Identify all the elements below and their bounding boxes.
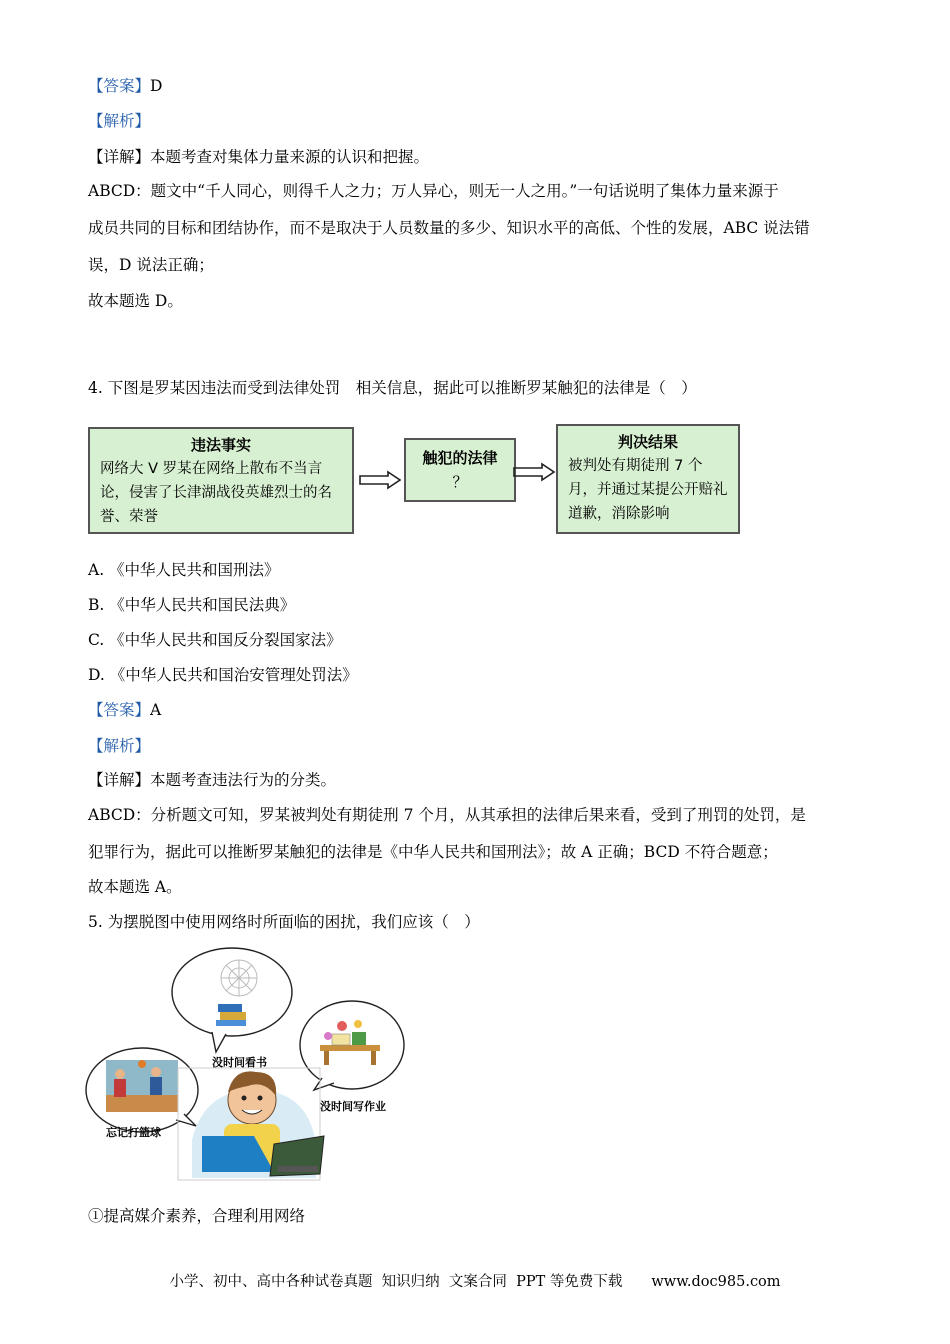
box1-title: 违法事实 xyxy=(190,436,251,454)
caption-no-time-homework: 没时间写作业 xyxy=(320,1100,386,1113)
q5-stem: 5. 为摆脱图中使用网络时所面临的困扰，我们应该（ ） xyxy=(88,913,480,931)
q4-option-c: C. 《中华人民共和国反分裂国家法》 xyxy=(88,631,342,649)
q4-para2: 犯罪行为，据此可以推断罗某触犯的法律是《中华人民共和国刑法》；故 A 正确；BCD 不符合题意； xyxy=(88,843,778,861)
q4-option-b: B. 《中华人民共和国民法典》 xyxy=(88,596,296,614)
q3-para2: 成员共同的目标和团结协作，而不是取决于人员数量的多少、知识水平的高低、个性的发展，ABC 说法错 xyxy=(88,219,810,237)
q4-stem: 4. 下图是罗某因违法而受到法律处罚 相关信息，据此可以推断罗某触犯的法律是（ ） xyxy=(88,379,697,397)
spider-web-icon xyxy=(221,960,257,996)
q3-detail-tag: 【详解】 xyxy=(88,148,151,166)
box3-body: 被判处有期徒刑 7 个月，并通过某提公开赔礼道歉，消除影响 xyxy=(568,458,728,522)
q5-illustration xyxy=(84,940,414,1185)
caption-no-time-to-read: 没时间看书 xyxy=(212,1056,267,1069)
q4-answer: A xyxy=(150,701,162,719)
q4-option-a: A. 《中华人民共和国刑法》 xyxy=(88,561,280,579)
q4-conclusion: 故本题选 A。 xyxy=(88,878,182,896)
q4-detail-intro: 本题考查违法行为的分类。 xyxy=(150,771,337,789)
q3-answer-tag: 【答案】 xyxy=(88,77,151,95)
books-icon xyxy=(216,1004,246,1026)
q4-detail-line xyxy=(88,770,336,790)
q3-answer: D xyxy=(150,77,163,95)
box2-title: 触犯的法律 xyxy=(422,449,498,467)
q4-option-d: D. 《中华人民共和国治安管理处罚法》 xyxy=(88,666,358,684)
arrow-icon-1 xyxy=(358,470,402,490)
caption-forgot-basketball: 忘记打篮球 xyxy=(106,1126,161,1139)
q3-analysis-tag: 【解析】 xyxy=(88,112,151,130)
diagram-box-verdict xyxy=(556,424,740,534)
q3-para3: 误，D 说法正确； xyxy=(88,256,214,274)
q5-option-1: ①提高媒介素养，合理利用网络 xyxy=(88,1207,306,1225)
diagram-box-illegal-facts xyxy=(88,427,354,534)
q3-detail-intro: 本题考查对集体力量来源的认识和把握。 xyxy=(150,148,430,166)
arrow-icon-2 xyxy=(512,462,556,482)
q4-answer-tag: 【答案】 xyxy=(88,701,151,719)
q3-para1: ABCD：题文中“千人同心，则得千人之力；万人异心，则无一人之用。”一句话说明了集体力量来源于 xyxy=(88,182,779,200)
box1-body: 网络大 V 罗某在网络上散布不当言论，侵害了长津湖战役英雄烈士的名誉、荣誉 xyxy=(100,461,332,525)
box3-title: 判决结果 xyxy=(617,433,678,451)
boy-at-computer-icon xyxy=(178,1068,324,1180)
q4-analysis-tag: 【解析】 xyxy=(88,737,151,755)
page-footer: 小学、初中、高中各种试卷真题 知识归纳 文案合同 PPT 等免费下载 www.doc985.com xyxy=(169,1274,781,1290)
q3-answer-line xyxy=(88,76,162,96)
q4-detail-tag: 【详解】 xyxy=(88,771,151,789)
box2-body: ？ xyxy=(452,473,468,491)
q3-detail-line xyxy=(88,147,429,167)
diagram-box-law xyxy=(404,438,516,502)
basketball-players-icon xyxy=(106,1060,178,1112)
q4-para1: ABCD：分析题文可知，罗某被判处有期徒刑 7 个月，从其承担的法律后果来看，受到了刑罚的处罚，是 xyxy=(88,806,806,824)
q4-answer-line xyxy=(88,700,161,720)
q3-conclusion: 故本题选 D。 xyxy=(88,292,183,310)
